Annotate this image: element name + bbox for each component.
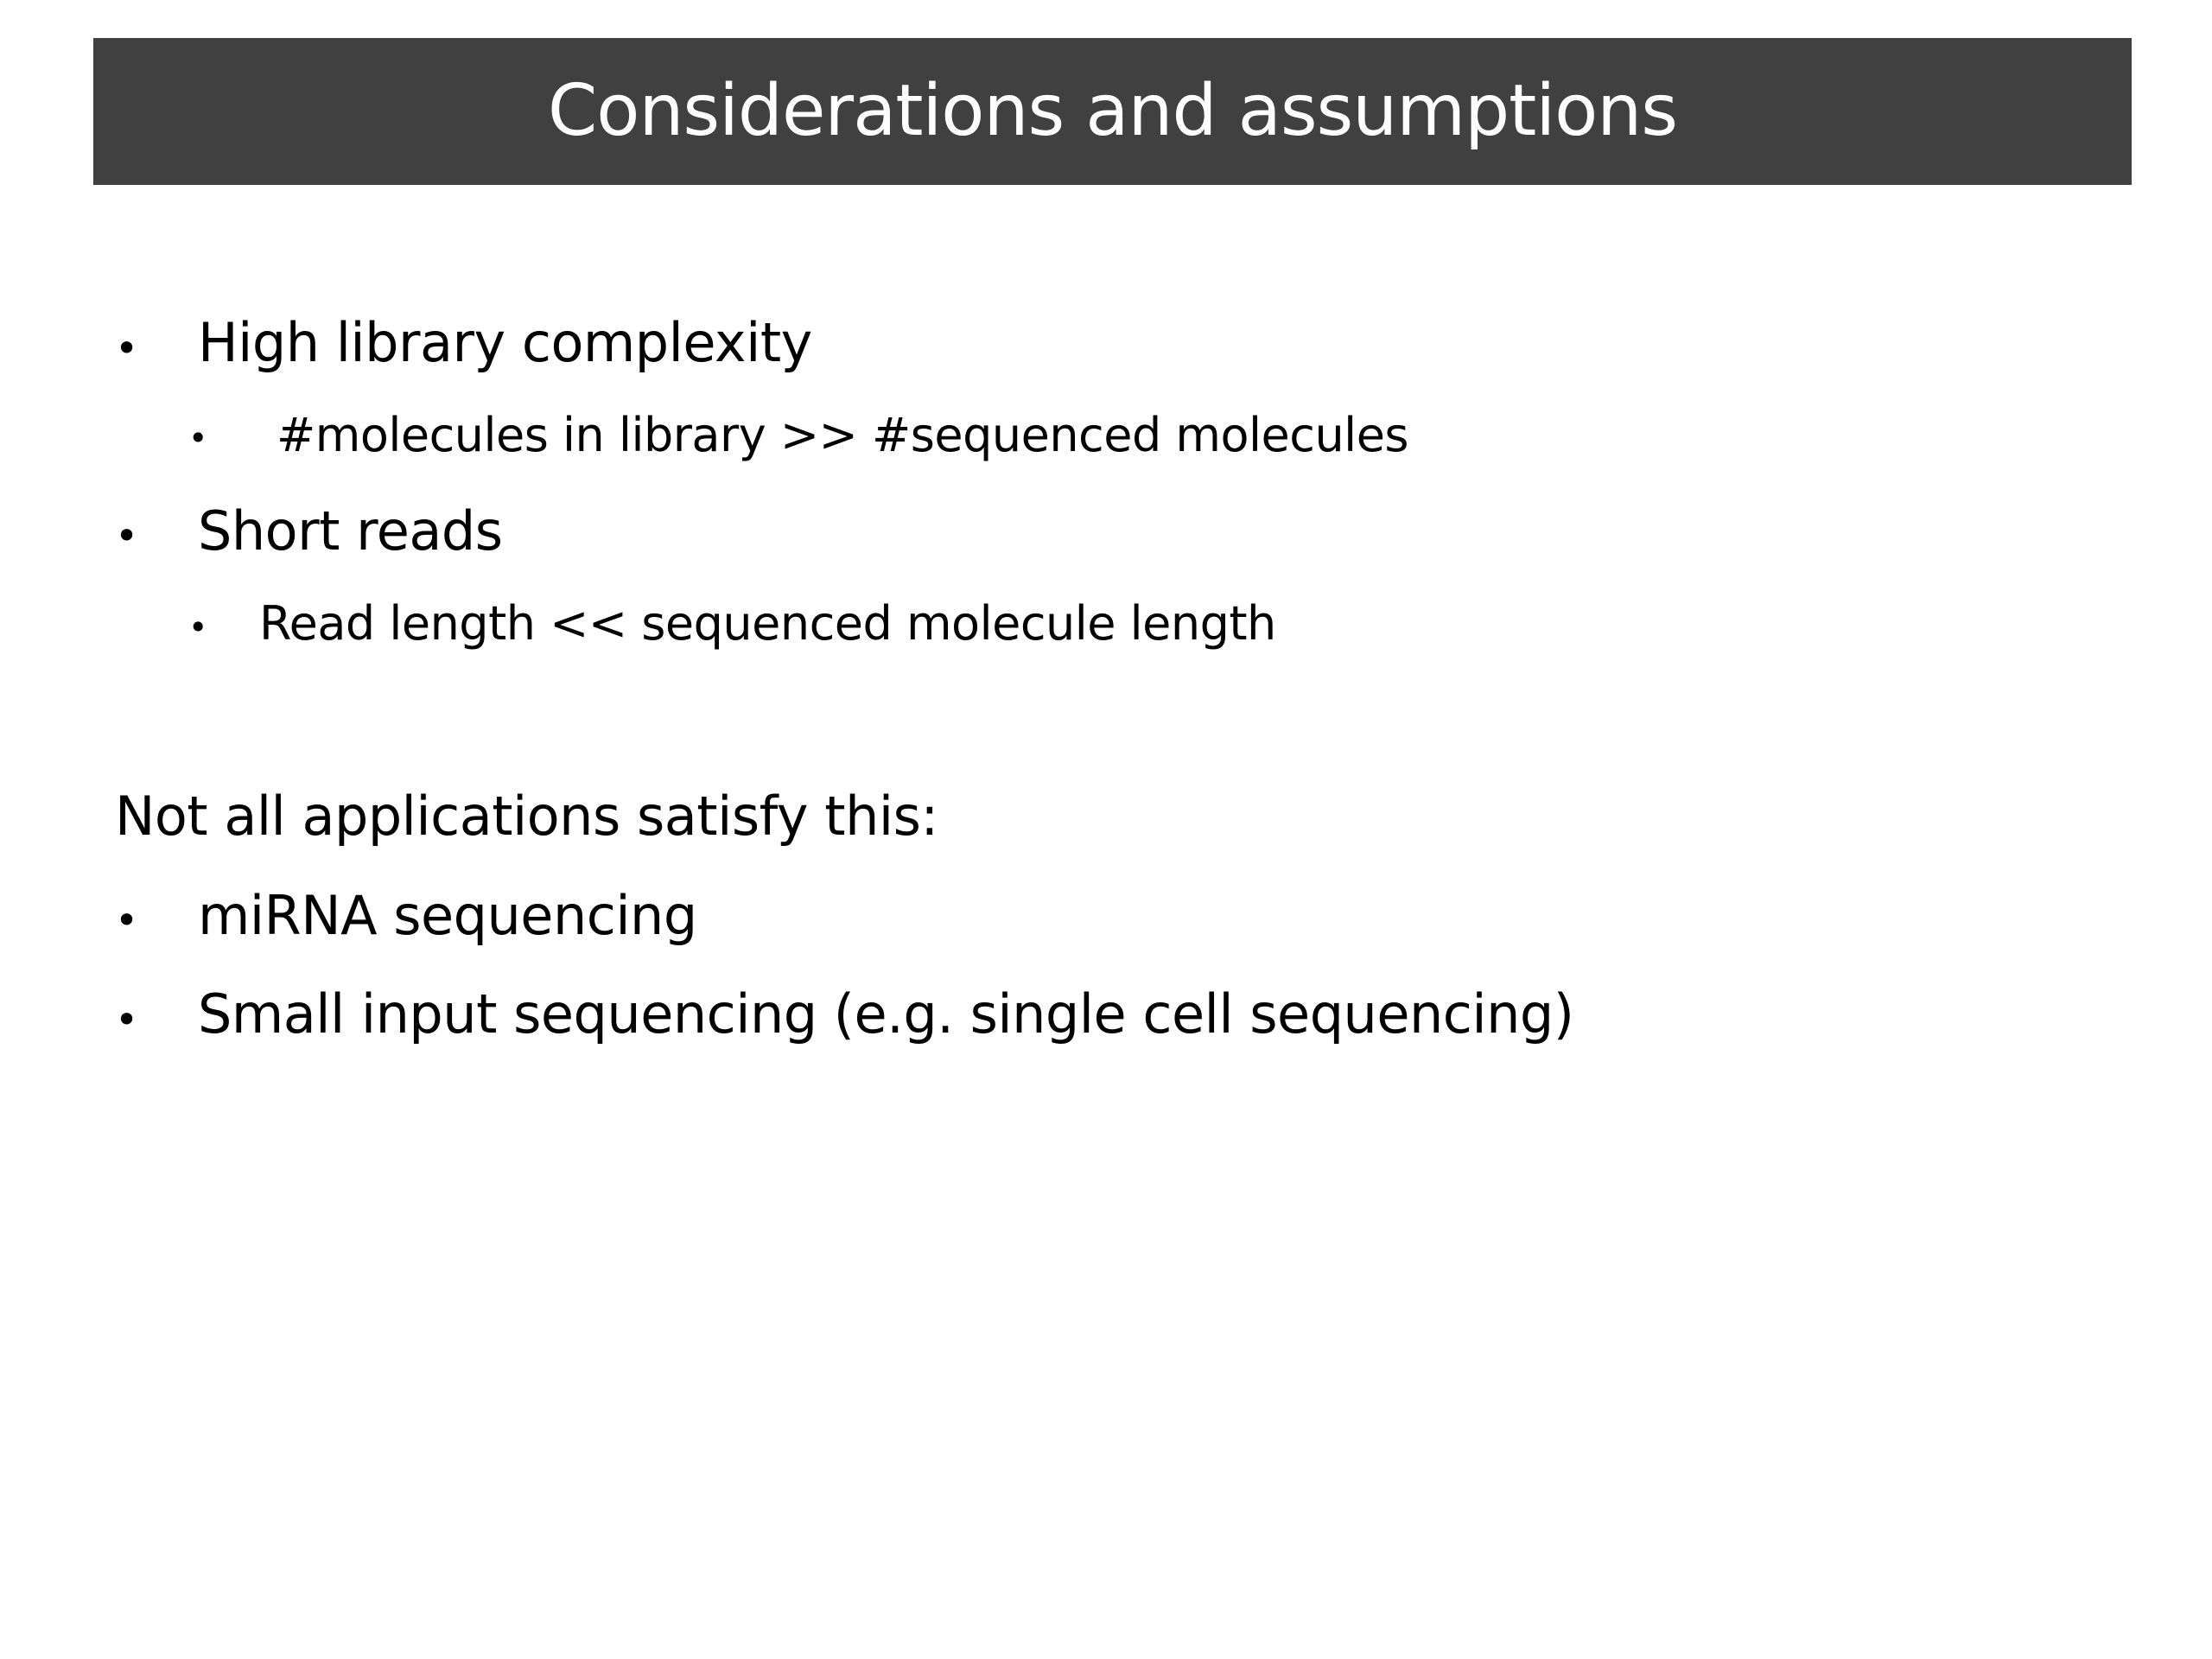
bullet-icon: •	[115, 897, 139, 944]
exceptions-heading: Not all applications satisfy this:	[115, 785, 938, 848]
assumption-sub-item: Read length << sequenced molecule length	[259, 596, 1276, 651]
bullet-icon: •	[115, 996, 139, 1043]
sub-bullet-icon: •	[188, 608, 208, 646]
bullet-icon: •	[115, 512, 139, 559]
assumption-item: Short reads	[198, 499, 503, 563]
sub-bullet-icon: •	[188, 419, 208, 457]
slide-title: Considerations and assumptions	[548, 70, 1677, 152]
exception-item: Small input sequencing (e.g. single cell sequencing)	[198, 982, 1574, 1046]
assumption-sub-item: #molecules in library >> #sequenced molecules	[276, 408, 1409, 462]
assumption-item: High library complexity	[198, 311, 812, 374]
slide-title-bar	[93, 38, 2132, 185]
bullet-icon: •	[115, 325, 139, 372]
exception-item: miRNA sequencing	[198, 884, 697, 947]
